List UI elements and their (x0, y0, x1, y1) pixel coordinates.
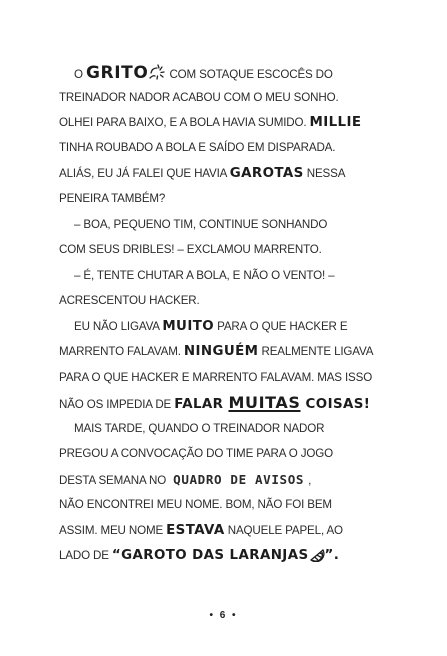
page-number: • 6 • (209, 610, 238, 621)
emphasis-coisas: COISAS! (300, 397, 371, 412)
emphasis-estava: ESTAVA (166, 523, 225, 538)
text-line-18: NÃO ENCONTREI MEU NOME. BOM, NÃO FOI BEM (59, 498, 332, 511)
emphasis-garotas: GAROTAS (229, 166, 304, 181)
text-line-16: PREGOU A CONVOCAÇÃO DO TIME PARA O JOGO (59, 447, 333, 460)
emphasis-garoto-das-laranjas: “GAROTO DAS LARANJAS (111, 548, 309, 563)
text-line-5: ALIÁS, EU JÁ FALEI QUE HAVIA GAROTAS NESSA (59, 166, 346, 181)
text-line-3: OLHEI PARA BAIXO, E A BOLA HAVIA SUMIDO. MILLIE (59, 115, 362, 130)
emphasis-muitas: MUITAS (228, 393, 301, 412)
text-line-11: EU NÃO LIGAVA MUITO PARA O QUE HACKER E (74, 319, 348, 334)
emphasis-falar: FALAR (174, 397, 229, 412)
emphasis-ninguem: NINGUÉM (183, 344, 259, 359)
text-line-13: PARA O QUE HACKER E MARRENTO FALAVAM. MAS ISSO (59, 371, 373, 384)
text-line-12: MARRENTO FALAVAM. NINGUÉM REALMENTE LIGAVA (59, 344, 374, 359)
text-line-2: TREINADOR NADOR ACABOU COM O MEU SONHO. (59, 91, 339, 104)
orange-slice-icon (309, 548, 325, 567)
text-line-14: NÃO OS IMPEDIA DE FALAR MUITAS COISAS! (59, 393, 371, 412)
text-line-7: – BOA, PEQUENO TIM, CONTINUE SONHANDO (74, 218, 328, 231)
emphasis-closing-quote: ”. (324, 548, 340, 563)
emphasis-grito: GRITO (85, 63, 149, 83)
text-line-4: TINHA ROUBADO A BOLA E SAÍDO EM DISPARADA. (59, 141, 336, 154)
text-line-8: COM SEUS DRIBLES! – EXCLAMOU MARRENTO. (59, 243, 322, 256)
emphasis-muito: MUITO (162, 319, 215, 334)
emphasis-millie: MILLIE (309, 115, 362, 130)
text-line-1: O GRITO COM SOTAQUE ESCOCÊS DO (74, 64, 407, 86)
shout-burst-icon (148, 64, 166, 86)
text-line-6: PENEIRA TAMBÉM? (59, 192, 166, 205)
text-line-15: MAIS TARDE, QUANDO O TREINADOR NADOR (74, 422, 325, 435)
emphasis-quadro-de-avisos: QUADRO DE AVISOS (173, 472, 305, 487)
text-line-9: – É, TENTE CHUTAR A BOLA, E NÃO O VENTO! – (74, 269, 335, 282)
text-line-10: ACRESCENTOU HACKER. (59, 294, 200, 307)
text-line-17: DESTA SEMANA NO QUADRO DE AVISOS , (59, 472, 312, 487)
text-line-20: LADO DE “GAROTO DAS LARANJAS ”. (59, 548, 407, 567)
text-line-19: ASSIM. MEU NOME ESTAVA NAQUELE PAPEL, AO (59, 523, 343, 538)
